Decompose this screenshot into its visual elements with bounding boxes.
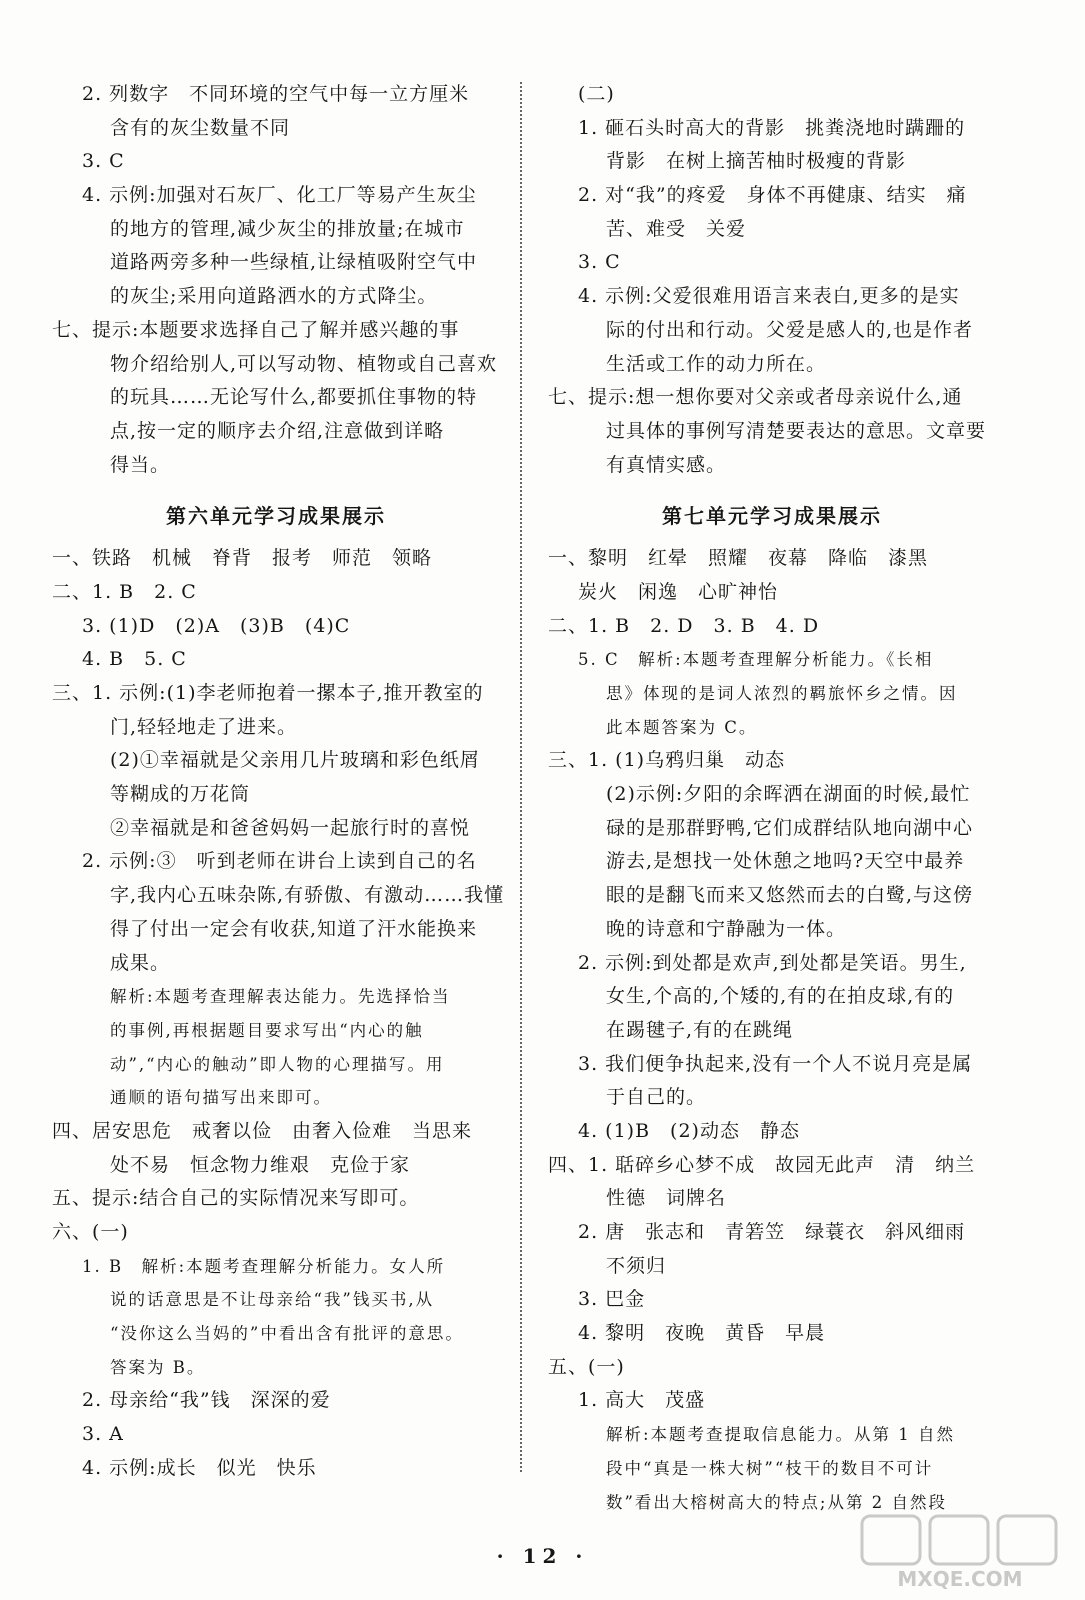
right-column bbox=[548, 78, 996, 1519]
text-line: 的事例,再根据题目要求写出“内心的触 bbox=[110, 1020, 424, 1040]
text-line: (2)示例:夕阳的余晖洒在湖面的时候,最忙 bbox=[606, 783, 971, 806]
text-line: 性德 词牌名 bbox=[606, 1187, 727, 1210]
text-line: 2. 对“我”的疼爱 身体不再健康、结实 痛 bbox=[578, 184, 967, 207]
text-line: 1. 高大 茂盛 bbox=[578, 1389, 706, 1412]
text-line: 解析:本题考查理解表达能力。先选择恰当 bbox=[110, 987, 451, 1007]
text-line: 思》体现的是词人浓烈的羁旅怀乡之情。因 bbox=[606, 684, 958, 703]
text-line: 晚的诗意和宁静融为一体。 bbox=[606, 917, 847, 940]
text-line: 的玩具……无论写什么,都要抓住事物的特 bbox=[110, 386, 478, 409]
text-line: 含有的灰尘数量不同 bbox=[110, 116, 291, 139]
text-line: 数”看出大榕树高大的特点;从第 2 自然段 bbox=[606, 1492, 947, 1512]
text-line: 苦、难受 关爱 bbox=[606, 217, 747, 240]
text-line: 眼的是翻飞而来又悠然而去的白鹭,与这傍 bbox=[606, 884, 974, 907]
section-title: 第六单元学习成果展示 bbox=[166, 504, 386, 529]
text-line: 答案为 B。 bbox=[110, 1357, 206, 1377]
text-line: (二) bbox=[578, 83, 615, 105]
text-line: 动”,“内心的触动”即人物的心理描写。用 bbox=[110, 1054, 445, 1074]
text-line: 4. (1)B (2)动态 静态 bbox=[578, 1119, 800, 1142]
text-line: 通顺的语句描写出来即可。 bbox=[110, 1088, 332, 1108]
text-line: 成果。 bbox=[110, 951, 171, 974]
text-line: 二、1. B 2. C bbox=[52, 580, 197, 603]
text-line: 2. 示例:③ 听到老师在讲台上读到自己的名 bbox=[82, 850, 477, 873]
text-line: 的灰尘;采用向道路洒水的方式降尘。 bbox=[110, 285, 438, 308]
text-line: 七、提示:想一想你要对父亲或者母亲说什么,通 bbox=[548, 386, 963, 409]
left-column bbox=[52, 78, 505, 1486]
text-line: 3. (1)D (2)A (3)B (4)C bbox=[82, 614, 351, 637]
column-divider bbox=[520, 82, 522, 1472]
text-line: 2. 唐 张志和 青箬笠 绿蓑衣 斜风细雨 bbox=[578, 1221, 966, 1243]
text-line: 四、1. 聒碎乡心梦不成 故园无此声 清 纳兰 bbox=[548, 1153, 976, 1176]
text-line: 一、黎明 红晕 照耀 夜幕 降临 漆黑 bbox=[548, 547, 929, 570]
text-line: ②幸福就是和爸爸妈妈一起旅行时的喜悦 bbox=[110, 816, 471, 839]
text-line: 4. B 5. C bbox=[82, 648, 187, 671]
text-line: 1. B 解析:本题考查理解分析能力。女人所 bbox=[82, 1256, 446, 1276]
text-line: 此本题答案为 C。 bbox=[606, 717, 758, 737]
text-line: 五、(一) bbox=[548, 1355, 625, 1378]
text-line: 点,按一定的顺序去介绍,注意做到详略 bbox=[110, 419, 445, 442]
text-line: 4. 黎明 夜晚 黄昏 早晨 bbox=[578, 1322, 826, 1345]
text-line: 际的付出和行动。父爱是感人的,也是作者 bbox=[606, 318, 974, 341]
text-line: 生活或工作的动力所在。 bbox=[606, 352, 827, 375]
text-line: 4. 示例:成长 似光 快乐 bbox=[82, 1456, 317, 1479]
text-line: 物介绍给别人,可以写动物、植物或自己喜欢 bbox=[110, 352, 498, 375]
text-line: 等糊成的万花筒 bbox=[110, 783, 251, 806]
text-line: 2. 母亲给“我”钱 深深的爱 bbox=[82, 1389, 331, 1412]
text-line: 字,我内心五味杂陈,有骄傲、有激动……我懂 bbox=[110, 884, 505, 907]
text-line: 碌的是那群野鸭,它们成群结队地向湖中心 bbox=[606, 816, 974, 839]
text-line: 2. 列数字 不同环境的空气中每一立方厘米 bbox=[82, 83, 470, 105]
text-line: 门,轻轻地走了进来。 bbox=[110, 715, 298, 738]
text-line: 5. C 解析:本题考查理解分析能力。《长相 bbox=[578, 650, 934, 670]
text-line: 一、铁路 机械 脊背 报考 师范 领略 bbox=[52, 547, 433, 570]
text-line: 3. 巴金 bbox=[578, 1288, 646, 1311]
text-line: “没你这么当妈的”中看出含有批评的意思。 bbox=[110, 1324, 464, 1344]
text-line: 在踢毽子,有的在跳绳 bbox=[606, 1018, 794, 1041]
text-line: 三、1. 示例:(1)李老师抱着一摞本子,推开教室的 bbox=[52, 682, 484, 704]
text-line: 游去,是想找一处休憩之地吗?天空中最养 bbox=[606, 850, 965, 873]
text-line: (2)①幸福就是父亲用几片玻璃和彩色纸屑 bbox=[110, 749, 480, 772]
text-line: 1. 砸石头时高大的背影 挑粪浇地时蹒跚的 bbox=[578, 116, 966, 139]
text-line: 过具体的事例写清楚要表达的意思。文章要 bbox=[606, 419, 987, 442]
text-line: 说的话意思是不让母亲给“我”钱买书,从 bbox=[110, 1290, 435, 1310]
watermark-logo bbox=[858, 1512, 1063, 1594]
text-line: 炭火 闲逸 心旷神怡 bbox=[578, 580, 779, 603]
section-title: 第七单元学习成果展示 bbox=[662, 504, 882, 529]
text-line: 有真情实感。 bbox=[606, 453, 727, 476]
text-line: 得当。 bbox=[110, 453, 171, 476]
text-line: 三、1. (1)乌鸦归巢 动态 bbox=[548, 749, 786, 772]
text-line: 道路两旁多种一些绿植,让绿植吸附空气中 bbox=[110, 251, 478, 274]
watermark-text: MXQE.COM bbox=[897, 1567, 1023, 1591]
text-line: 七、提示:本题要求选择自己了解并感兴趣的事 bbox=[52, 318, 460, 341]
text-line: 于自己的。 bbox=[606, 1086, 707, 1109]
text-line: 3. C bbox=[578, 251, 621, 274]
text-line: 4. 示例:父爱很难用语言来表白,更多的是实 bbox=[578, 285, 960, 308]
page-number: · 12 · bbox=[496, 1544, 589, 1568]
text-line: 3. 我们便争执起来,没有一个人不说月亮是属 bbox=[578, 1052, 973, 1075]
text-line: 处不易 恒念物力维艰 克俭于家 bbox=[110, 1153, 411, 1176]
text-line: 六、(一) bbox=[52, 1221, 129, 1243]
text-line: 四、居安思危 戒奢以俭 由奢入俭难 当思来 bbox=[52, 1119, 473, 1142]
text-line: 4. 示例:加强对石灰厂、化工厂等易产生灰尘 bbox=[82, 184, 477, 207]
text-line: 3. A bbox=[82, 1423, 124, 1446]
text-line: 二、1. B 2. D 3. B 4. D bbox=[548, 614, 820, 637]
text-line: 女生,个高的,个矮的,有的在拍皮球,有的 bbox=[606, 985, 955, 1008]
text-line: 不须归 bbox=[606, 1254, 667, 1277]
text-line: 得了付出一定会有收获,知道了汗水能换来 bbox=[110, 917, 478, 940]
text-line: 背影 在树上摘苦柚时极瘦的背影 bbox=[606, 150, 907, 173]
text-line: 3. C bbox=[82, 150, 125, 173]
text-line: 的地方的管理,减少灰尘的排放量;在城市 bbox=[110, 217, 465, 240]
text-line: 段中“真是一株大树”“枝干的数目不可计 bbox=[606, 1458, 934, 1478]
text-line: 2. 示例:到处都是欢声,到处都是笑语。男生, bbox=[578, 951, 967, 974]
text-line: 解析:本题考查提取信息能力。从第 1 自然 bbox=[606, 1425, 956, 1445]
text-line: 五、提示:结合自己的实际情况来写即可。 bbox=[52, 1187, 420, 1210]
